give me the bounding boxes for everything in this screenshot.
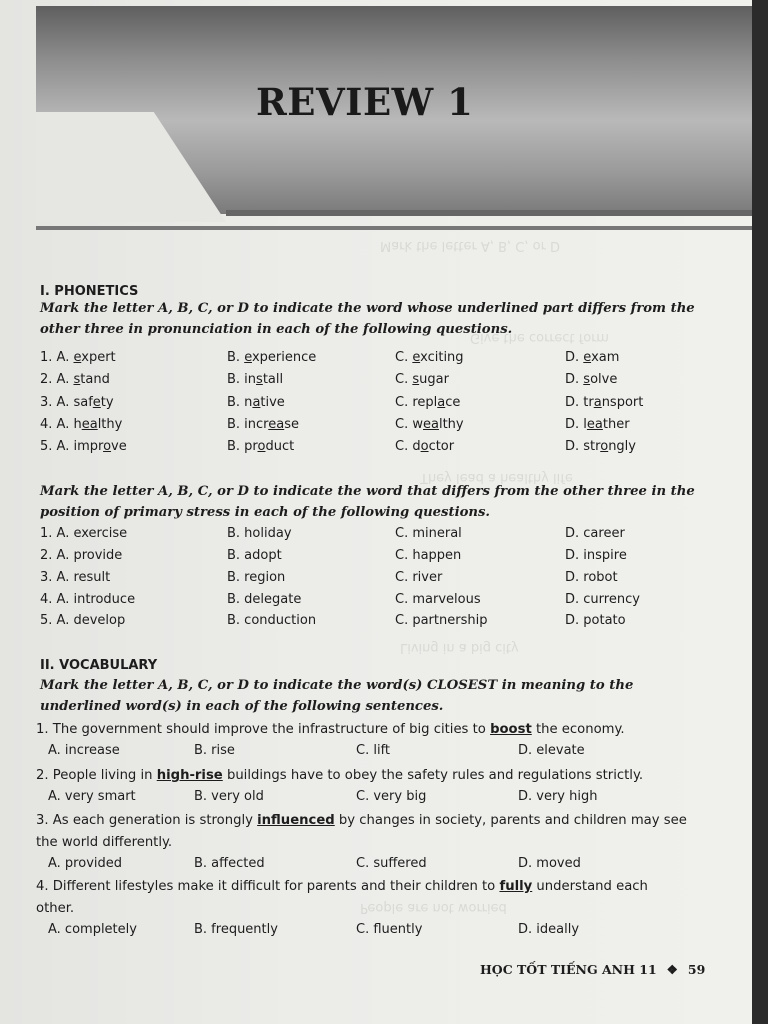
question-row [40, 592, 720, 614]
answer-option: D. ideally [518, 922, 580, 937]
diamond-icon: ❖ [666, 962, 678, 977]
answer-option: B. affected [194, 856, 265, 871]
option-a: 5. A. improve [40, 439, 127, 454]
question-row [40, 526, 720, 548]
banner-underline [36, 226, 752, 230]
show-through-text: Mark the letter A, B, C, or D [380, 238, 561, 253]
underlined-part: e [73, 350, 82, 365]
question-row [40, 372, 720, 394]
page-title: REVIEW 1 [256, 80, 474, 124]
option-d: D. robot [565, 570, 618, 585]
answer-option: B. very old [194, 789, 264, 804]
answer-option: A. completely [48, 922, 137, 937]
question-row [40, 439, 720, 461]
underlined-part: e [412, 350, 421, 365]
option-d: D. transport [565, 395, 644, 410]
underlined-part: ea [268, 417, 285, 432]
underlined-part: e [583, 350, 592, 365]
option-b: B. product [227, 439, 295, 454]
show-through-text: People are not worried [360, 900, 507, 915]
show-through-text: They lead a healthy life [420, 470, 573, 485]
answer-option: B. frequently [194, 922, 278, 937]
underlined-keyword: fully [499, 879, 533, 894]
option-c: C. marvelous [395, 592, 481, 607]
question-row [40, 395, 720, 417]
underlined-part: s [412, 372, 420, 387]
option-c: C. partnership [395, 613, 488, 628]
option-d: D. currency [565, 592, 640, 607]
option-d: D. inspire [565, 548, 627, 563]
option-b: B. adopt [227, 548, 282, 563]
option-d: D. career [565, 526, 625, 541]
section-heading-phonetics: I. PHONETICS [40, 284, 139, 299]
instruction-stress: Mark the letter A, B, C, or D to indicate the word that differs from the other three in the position of primary stress in each of the following questions. [40, 484, 695, 520]
question-row [40, 548, 720, 570]
answer-option: C. fluently [356, 922, 423, 937]
instruction-pronunciation: Mark the letter A, B, C, or D to indicate the word whose underlined part differs from the other three in pronunciation in each of the following questions. [40, 301, 695, 337]
underlined-part: a [437, 395, 446, 410]
underlined-part: ea [586, 417, 603, 432]
underlined-part: a [252, 395, 261, 410]
option-a: 1. A. expert [40, 350, 116, 365]
option-b: B. increase [227, 417, 299, 432]
vocab-question: 2. People living in high-rise buildings have to obey the safety rules and regulations strictly. [36, 768, 644, 783]
answer-option: D. elevate [518, 743, 585, 758]
option-b: B. install [227, 372, 284, 387]
option-d: D. solve [565, 372, 618, 387]
question-row [40, 350, 720, 372]
answer-option: D. moved [518, 856, 581, 871]
book-title: HỌC TỐT TIẾNG ANH 11 [480, 962, 657, 977]
option-a: 4. A. introduce [40, 592, 136, 607]
section-heading-vocabulary: II. VOCABULARY [40, 658, 158, 673]
option-b: B. native [227, 395, 285, 410]
vocab-question: 4. Different lifestyles make it difficult for parents and their children to fully understand each other. [36, 879, 648, 916]
show-through-text: Give the correct form [470, 330, 609, 345]
option-d: D. strongly [565, 439, 636, 454]
banner-rule [226, 210, 752, 216]
option-c: C. sugar [395, 372, 449, 387]
option-b: B. conduction [227, 613, 317, 628]
underlined-part: e [92, 395, 101, 410]
option-c: C. happen [395, 548, 462, 563]
vocab-question: 1. The government should improve the infrastructure of big cities to boost the economy. [36, 722, 625, 737]
underlined-part: o [257, 439, 266, 454]
question-row [40, 417, 720, 439]
underlined-part: s [583, 372, 591, 387]
page-footer [480, 962, 705, 977]
option-b: B. experience [227, 350, 317, 365]
option-a: 4. A. healthy [40, 417, 123, 432]
option-a: 2. A. provide [40, 548, 123, 563]
question-row [40, 570, 720, 592]
option-d: D. potato [565, 613, 626, 628]
option-c: C. exciting [395, 350, 464, 365]
underlined-part: a [593, 395, 602, 410]
underlined-part: ea [422, 417, 439, 432]
underlined-keyword: high-rise [156, 768, 223, 783]
answer-option: C. lift [356, 743, 391, 758]
underlined-keyword: influenced [257, 813, 335, 828]
question-row [40, 613, 720, 635]
option-c: C. mineral [395, 526, 462, 541]
option-b: B. holiday [227, 526, 292, 541]
underlined-part: o [600, 439, 609, 454]
underlined-part: s [256, 372, 263, 387]
underlined-keyword: boost [490, 722, 532, 737]
vocab-question: 3. As each generation is strongly influenced by changes in society, parents and children may see the world differently. [36, 813, 687, 850]
option-a: 1. A. exercise [40, 526, 128, 541]
underlined-part: e [244, 350, 252, 365]
option-b: B. region [227, 570, 286, 585]
option-a: 3. A. safety [40, 395, 114, 410]
option-a: 3. A. result [40, 570, 111, 585]
option-d: D. exam [565, 350, 620, 365]
answer-option: B. rise [194, 743, 235, 758]
underlined-part: o [103, 439, 112, 454]
option-c: C. replace [395, 395, 461, 410]
page-number: 59 [687, 962, 706, 977]
instruction-vocabulary: Mark the letter A, B, C, or D to indicate the word(s) CLOSEST in meaning to the underlined word(s) in each of the following sentences. [40, 678, 634, 714]
show-through-text: Living in a big city [400, 640, 519, 655]
option-c: C. doctor [395, 439, 455, 454]
answer-option: A. very smart [48, 789, 136, 804]
option-c: C. wealthy [395, 417, 464, 432]
option-c: C. river [395, 570, 443, 585]
option-a: 5. A. develop [40, 613, 126, 628]
answer-option: C. suffered [356, 856, 427, 871]
underlined-part: ea [81, 417, 98, 432]
answer-option: C. very big [356, 789, 427, 804]
option-b: B. delegate [227, 592, 302, 607]
option-d: D. leather [565, 417, 630, 432]
answer-option: D. very high [518, 789, 598, 804]
answer-option: A. provided [48, 856, 123, 871]
underlined-part: o [420, 439, 429, 454]
underlined-part: s [73, 372, 81, 387]
answer-option: A. increase [48, 743, 120, 758]
option-a: 2. A. stand [40, 372, 110, 387]
page-edge-right [752, 0, 768, 1024]
